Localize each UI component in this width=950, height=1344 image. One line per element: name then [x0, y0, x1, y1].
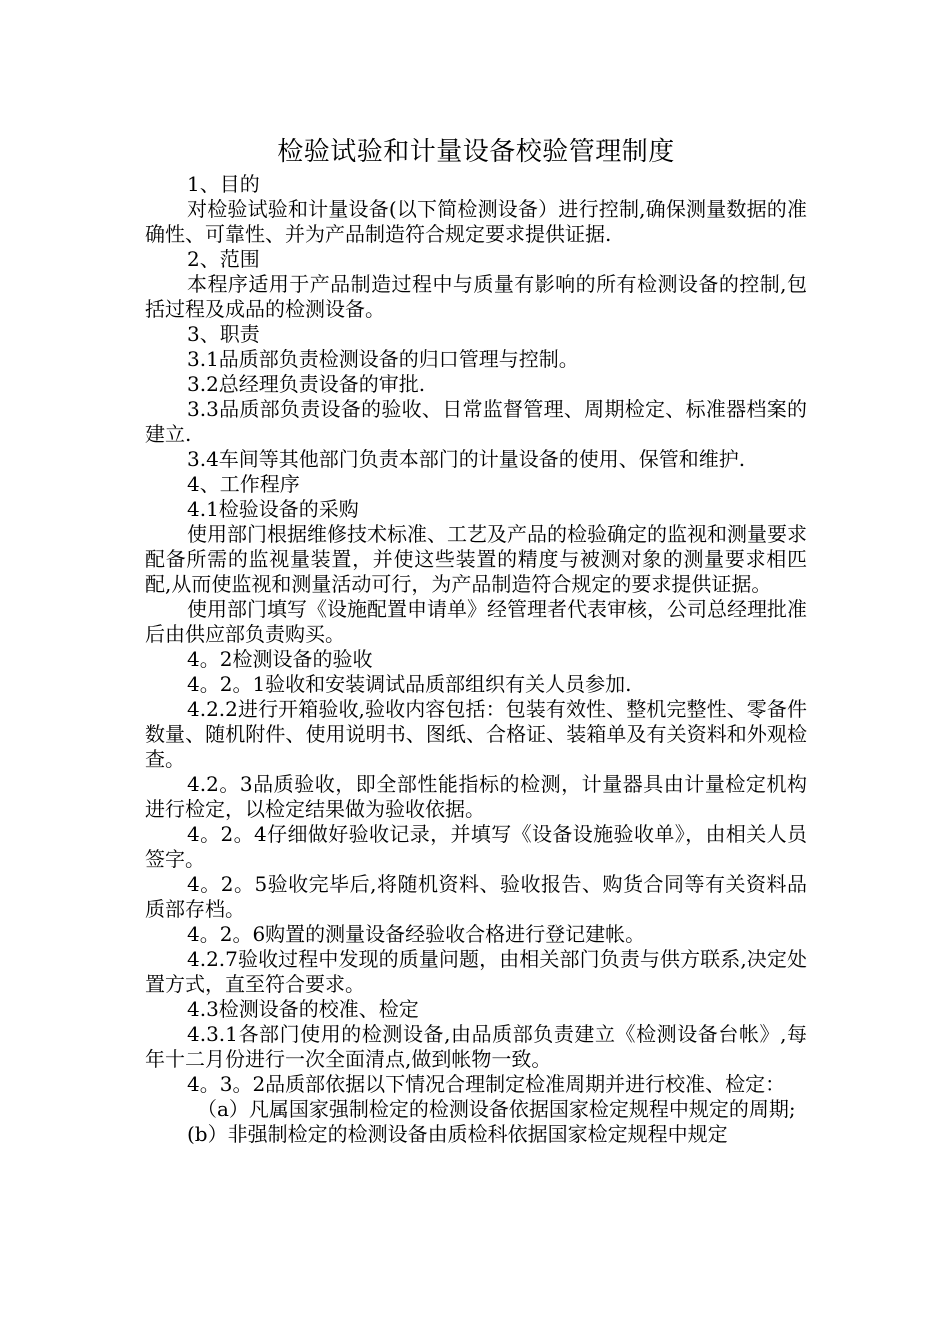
paragraph-4-2-2: 4.2.2进行开箱验收,验收内容包括：包装有效性、整机完整性、零备件数量、随机附件、使用说明书、图纸、合格证、装箱单及有关资料和外观检查。 — [145, 697, 807, 771]
list-item-b: (b）非强制检定的检测设备由质检科依据国家检定规程中规定 — [187, 1122, 728, 1146]
paragraph-4-2-6: 4。2。6购置的测量设备经验收合格进行登记建帐。 — [187, 922, 646, 946]
document-title: 检验试验和计量设备校验管理制度 — [277, 137, 675, 167]
section-heading-scope: 2、范围 — [187, 247, 260, 271]
section-heading-responsibilities: 3、职责 — [187, 322, 260, 346]
paragraph-scope: 本程序适用于产品制造过程中与质量有影响的所有检测设备的控制,包括过程及成品的检测设备。 — [145, 272, 807, 321]
paragraph-4-2-4: 4。2。4仔细做好验收记录，并填写《设备设施验收单》，由相关人员签字。 — [145, 822, 807, 871]
paragraph-3-1: 3.1品质部负责检测设备的归口管理与控制。 — [187, 347, 579, 371]
section-heading-purpose: 1、目的 — [187, 172, 260, 196]
paragraph-4-3-1: 4.3.1各部门使用的检测设备,由品质部负责建立《检测设备台帐》,每年十二月份进行一次全面清点,做到帐物一致。 — [145, 1022, 807, 1071]
paragraph-4-3-2: 4。3。2品质部依据以下情况合理制定检准周期并进行校准、检定： — [187, 1072, 786, 1096]
paragraph-4-2-1: 4。2。1验收和安装调试品质部组织有关人员参加. — [187, 672, 632, 696]
section-heading-procedure: 4、工作程序 — [187, 472, 300, 496]
paragraph-4-2-3: 4.2。3品质验收，即全部性能指标的检测，计量器具由计量检定机构进行检定，以检定结果做为验收依据。 — [145, 772, 807, 821]
paragraph-3-3: 3.3品质部负责设备的验收、日常监督管理、周期检定、标准器档案的建立. — [145, 397, 807, 446]
paragraph-4-1-a: 使用部门根据维修技术标准、工艺及产品的检验确定的监视和测量要求配备所需的监视量装置，并使这些装置的精度与被测对象的测量要求相匹配,从而使监视和测量活动可行，为产品制造符合规定的要求提供证据。 — [145, 522, 807, 596]
document-page — [145, 132, 807, 1147]
paragraph-4-2-7: 4.2.7验收过程中发现的质量问题，由相关部门负责与供方联系,决定处置方式，直至符合要求。 — [145, 947, 807, 996]
subsection-heading-4-1: 4.1检验设备的采购 — [187, 497, 359, 521]
subsection-heading-4-3: 4.3检测设备的校准、检定 — [187, 997, 419, 1021]
list-item-a: （a）凡属国家强制检定的检测设备依据国家检定规程中规定的周期; — [197, 1097, 796, 1121]
paragraph-3-4: 3.4车间等其他部门负责本部门的计量设备的使用、保管和维护. — [187, 447, 746, 471]
paragraph-3-2: 3.2总经理负责设备的审批. — [187, 372, 426, 396]
subsection-heading-4-2: 4。2检测设备的验收 — [187, 647, 373, 671]
paragraph-4-1-b: 使用部门填写《设施配置申请单》经管理者代表审核，公司总经理批准后由供应部负责购买。 — [145, 597, 807, 646]
paragraph-4-2-5: 4。2。5验收完毕后,将随机资料、验收报告、购货合同等有关资料品质部存档。 — [145, 872, 807, 921]
paragraph-purpose: 对检验试验和计量设备(以下简检测设备）进行控制,确保测量数据的准确性、可靠性、并为产品制造符合规定要求提供证据. — [145, 197, 807, 246]
